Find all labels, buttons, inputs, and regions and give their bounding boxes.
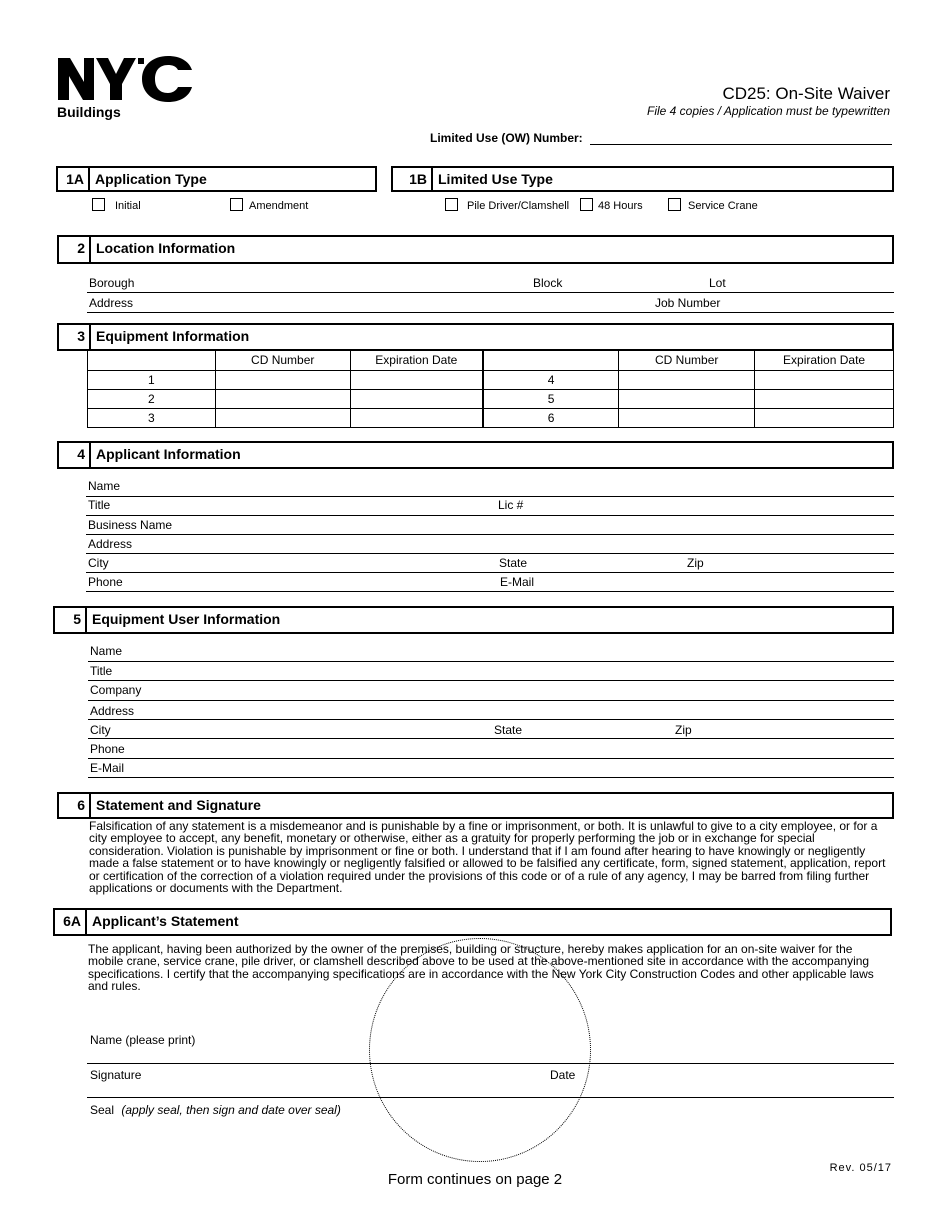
form-subtitle: File 4 copies / Application must be typewritten <box>646 104 890 118</box>
applicant-zip-label: Zip <box>687 556 704 570</box>
section-title: Location Information <box>96 240 236 256</box>
checkbox-initial-label: Initial <box>115 200 141 212</box>
checkbox-amendment[interactable] <box>230 198 243 211</box>
applicant-email-label: E-Mail <box>500 575 535 589</box>
cd-number-cell[interactable] <box>619 389 755 408</box>
cd-number-cell[interactable] <box>619 408 755 427</box>
section-6a-header <box>53 908 892 936</box>
cd-number-cell[interactable] <box>215 370 350 389</box>
row-index: 4 <box>483 370 619 389</box>
user-title-row[interactable] <box>88 662 894 681</box>
applicant-lic-label: Lic # <box>498 498 524 512</box>
expiration-cell[interactable] <box>755 408 894 427</box>
user-address-row[interactable] <box>88 701 894 720</box>
section-number: 6A <box>55 910 87 934</box>
form-title: CD25: On-Site Waiver <box>722 84 890 103</box>
checkbox-service-crane-label: Service Crane <box>688 200 758 212</box>
continues-note: Form continues on page 2 <box>387 1171 563 1188</box>
section-title: Equipment Information <box>96 328 250 344</box>
seal-label <box>90 1103 341 1117</box>
col-expiration-date: Expiration Date <box>755 351 894 370</box>
user-phone-row[interactable] <box>88 740 894 759</box>
section-number: 6 <box>59 794 91 817</box>
cd-number-cell[interactable] <box>215 408 350 427</box>
section-title: Statement and Signature <box>96 797 261 813</box>
name-print-label: Name (please print) <box>90 1033 196 1047</box>
seal-note: (apply seal, then sign and date over seal) <box>121 1103 341 1117</box>
section-number: 4 <box>59 443 91 467</box>
user-title-label: Title <box>90 664 113 678</box>
applicant-name-row[interactable] <box>86 478 894 497</box>
table-header-cell <box>483 351 619 370</box>
applicant-title-label: Title <box>88 498 111 512</box>
ow-number-field[interactable] <box>590 144 892 145</box>
user-company-row[interactable] <box>88 682 894 701</box>
expiration-cell[interactable] <box>350 370 483 389</box>
borough-label: Borough <box>89 276 135 290</box>
section-number: 5 <box>55 608 87 632</box>
user-name-row[interactable] <box>88 643 894 662</box>
col-cd-number: CD Number <box>619 351 755 370</box>
statement-text: Falsification of any statement is a misdemeanor and is punishable by a fine or imprisonment, or both. It is unlawful to give to a city employee, or for a city employee to accept, any benefit, monetary or otherwise, either as a gratuity for properly performing the job or in exchange for special consideration. Violation is punishable by imprisonment or fine or both. I understand that if I am found after hearing to have knowingly or negligently made a false statement or to have knowingly or negligently falsified or allowed to be falsified any certificate, form, signed statement, application, report or certification of the correction of a violation required under the provisions of this code or of a rule of any agency, I may be barred from filing further applications or documents with the Department. <box>89 819 886 896</box>
logo-label: Buildings <box>57 104 121 120</box>
user-zip-label: Zip <box>675 723 692 737</box>
section-6-header <box>57 792 894 819</box>
equipment-table <box>87 351 894 428</box>
applicant-address-row[interactable] <box>86 535 894 554</box>
table-row <box>88 389 894 408</box>
applicant-state-label: State <box>499 556 528 570</box>
row-index: 1 <box>88 370 216 389</box>
ow-number-label: Limited Use (OW) Number: <box>430 131 583 145</box>
user-city-label: City <box>90 723 111 737</box>
section-4-header <box>57 441 894 469</box>
section-number: 2 <box>59 237 91 262</box>
expiration-cell[interactable] <box>755 389 894 408</box>
checkbox-48-hours[interactable] <box>580 198 593 211</box>
lot-label: Lot <box>709 276 726 290</box>
checkbox-amendment-label: Amendment <box>249 200 309 212</box>
user-state-label: State <box>494 723 523 737</box>
borough-row[interactable] <box>87 274 894 293</box>
section-1b-header <box>391 166 894 192</box>
table-row <box>88 408 894 427</box>
section-title: Applicant’s Statement <box>92 913 239 929</box>
user-email-row[interactable] <box>88 759 894 778</box>
applicant-city-label: City <box>88 556 109 570</box>
applicant-phone-label: Phone <box>88 575 123 589</box>
name-print-field[interactable] <box>87 1063 894 1064</box>
checkbox-service-crane[interactable] <box>668 198 681 211</box>
section-5-header <box>53 606 894 634</box>
row-index: 2 <box>88 389 216 408</box>
expiration-cell[interactable] <box>350 408 483 427</box>
user-name-label: Name <box>90 644 123 658</box>
section-title: Applicant Information <box>96 446 241 462</box>
user-city-row[interactable] <box>88 720 894 739</box>
section-1a-header <box>56 166 377 192</box>
cd-number-cell[interactable] <box>619 370 755 389</box>
section-number: 1B <box>393 168 433 190</box>
section-title: Application Type <box>95 171 207 187</box>
col-cd-number: CD Number <box>215 351 350 370</box>
business-name-label: Business Name <box>88 518 173 532</box>
applicant-address-label: Address <box>88 537 133 551</box>
seal-text: Seal <box>90 1103 115 1117</box>
signature-field[interactable] <box>87 1097 894 1098</box>
job-number-label: Job Number <box>655 296 721 310</box>
section-title: Equipment User Information <box>92 611 281 627</box>
section-3-header <box>57 323 894 351</box>
table-header-row <box>88 351 894 370</box>
checkbox-pile-driver[interactable] <box>445 198 458 211</box>
checkbox-48-hours-label: 48 Hours <box>598 200 643 212</box>
user-company-label: Company <box>90 683 142 697</box>
signature-label: Signature <box>90 1068 142 1082</box>
address-label: Address <box>89 296 134 310</box>
address-row[interactable] <box>87 294 894 313</box>
applicant-name-label: Name <box>88 479 121 493</box>
applicant-phone-row[interactable] <box>86 573 894 592</box>
user-email-label: E-Mail <box>90 761 125 775</box>
applicant-city-row[interactable] <box>86 554 894 573</box>
row-index: 6 <box>483 408 619 427</box>
block-label: Block <box>533 276 563 290</box>
revision-label: Rev. 05/17 <box>829 1162 892 1174</box>
row-index: 5 <box>483 389 619 408</box>
date-label: Date <box>550 1068 576 1082</box>
section-number: 3 <box>59 325 91 349</box>
user-address-label: Address <box>90 704 135 718</box>
checkbox-initial[interactable] <box>92 198 105 211</box>
col-expiration-date: Expiration Date <box>350 351 483 370</box>
section-number: 1A <box>58 168 90 190</box>
business-name-row[interactable] <box>86 516 894 535</box>
table-header-cell <box>88 351 216 370</box>
user-phone-label: Phone <box>90 742 125 756</box>
cd-number-cell[interactable] <box>215 389 350 408</box>
section-2-header <box>57 235 894 264</box>
expiration-cell[interactable] <box>755 370 894 389</box>
row-index: 3 <box>88 408 216 427</box>
section-title: Limited Use Type <box>438 171 553 187</box>
table-row <box>88 370 894 389</box>
checkbox-pile-driver-label: Pile Driver/Clamshell <box>467 200 570 212</box>
applicant-statement-text: The applicant, having been authorized by the owner of the premises, building or structure, hereby makes application for an on-site waiver for the mobile crane, service crane, pile driver, or clamshell described above to be used at the above-mentioned site in accordance with the accompanying specifications. I certify that the accompanying specifications are in accordance with the New York City Construction Codes and other applicable laws and rules. <box>88 942 874 994</box>
expiration-cell[interactable] <box>350 389 483 408</box>
applicant-title-row[interactable] <box>86 497 894 516</box>
